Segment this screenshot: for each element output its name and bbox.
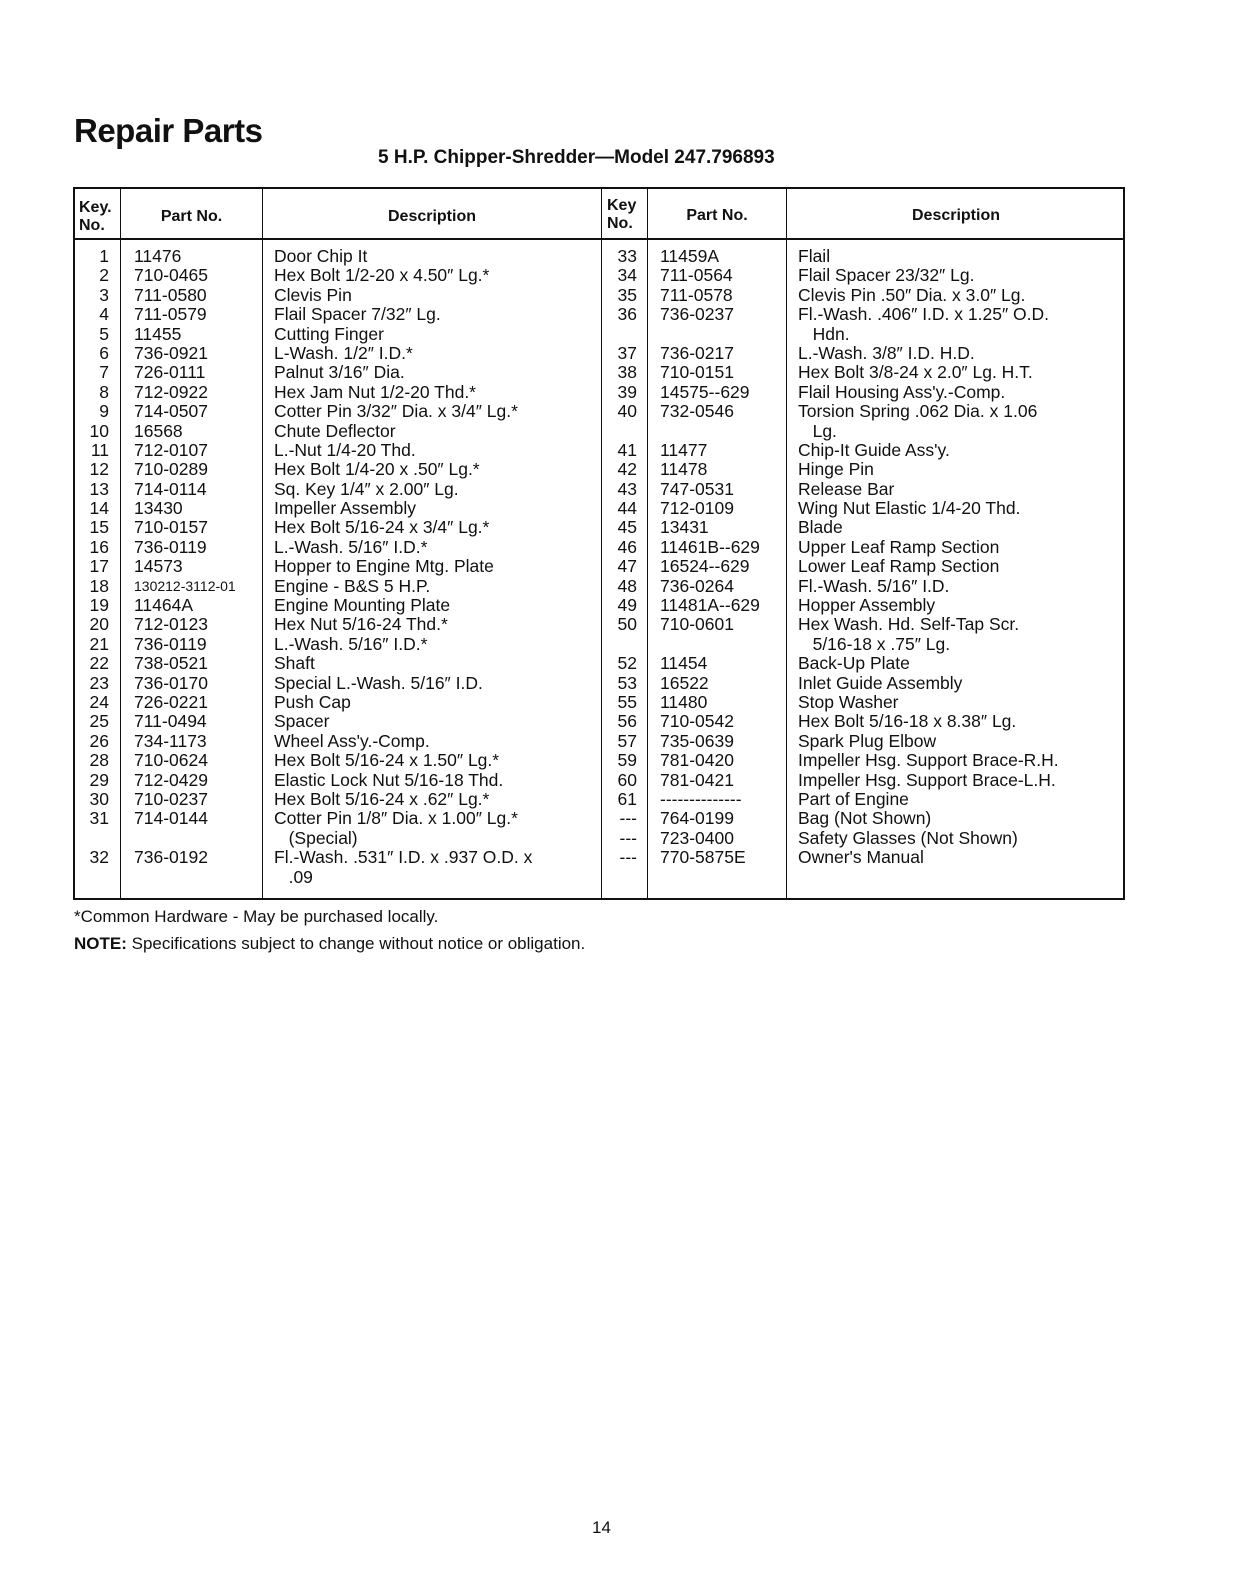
- description-cell: Fl.-Wash. .406″ I.D. x 1.25″ O.D.: [798, 304, 1049, 325]
- part-no-cell: 710-0542: [660, 711, 734, 732]
- part-no-cell: 726-0221: [134, 691, 208, 712]
- description-cell: Engine - B&S 5 H.P.: [274, 575, 431, 596]
- part-no-cell: 130212-3112-01: [134, 577, 236, 594]
- part-no-cell: 710-0601: [660, 614, 734, 635]
- description-cell: L.-Wash. 5/16″ I.D.*: [274, 633, 428, 654]
- part-no-cell: 732-0546: [660, 401, 734, 422]
- page-title: Repair Parts: [74, 112, 263, 149]
- description-cell: Clevis Pin .50″ Dia. x 3.0″ Lg.: [798, 284, 1026, 305]
- header-part-no-left: Part No.: [160, 208, 223, 225]
- key-no-cell: 15: [89, 517, 109, 538]
- description-cell: .09: [274, 866, 313, 887]
- part-no-cell: 14575--629: [660, 381, 750, 402]
- description-cell: Hex Bolt 3/8-24 x 2.0″ Lg. H.T.: [798, 362, 1033, 383]
- description-cell: Upper Leaf Ramp Section: [798, 536, 1000, 557]
- part-no-cell: 712-0922: [134, 381, 208, 402]
- key-no-cell: 48: [617, 575, 637, 596]
- description-cell: Flail Spacer 23/32″ Lg.: [798, 265, 975, 286]
- part-no-cell: 16522: [660, 672, 709, 693]
- part-no-cell: 781-0421: [660, 769, 734, 790]
- key-no-cell: 3: [99, 284, 109, 305]
- key-no-cell: 7: [99, 362, 109, 383]
- header-key-no-right: Key No.: [607, 197, 637, 232]
- description-cell: Hex Bolt 5/16-24 x 3/4″ Lg.*: [274, 517, 490, 538]
- description-cell: Fl.-Wash. .531″ I.D. x .937 O.D. x: [274, 847, 533, 868]
- key-no-cell: 34: [617, 265, 637, 286]
- description-cell: Wheel Ass'y.-Comp.: [274, 730, 430, 751]
- key-no-cell: 50: [617, 614, 637, 635]
- description-cell: Torsion Spring .062 Dia. x 1.06: [798, 401, 1038, 422]
- description-cell: Release Bar: [798, 478, 895, 499]
- part-no-cell: 16524--629: [660, 556, 750, 577]
- key-no-cell: 55: [617, 691, 637, 712]
- header-description-right: Description: [911, 207, 1000, 224]
- description-cell: Lower Leaf Ramp Section: [798, 556, 1000, 577]
- part-no-cell: 710-0237: [134, 788, 208, 809]
- part-no-cell: 738-0521: [134, 653, 208, 674]
- part-no-cell: 736-0119: [134, 536, 207, 557]
- description-cell: Hex Bolt 5/16-18 x 8.38″ Lg.: [798, 711, 1017, 732]
- key-no-cell: 11: [90, 439, 109, 460]
- parts-table: [73, 187, 1125, 900]
- part-no-cell: 781-0420: [660, 750, 734, 771]
- part-no-cell: 714-0507: [134, 401, 208, 422]
- key-no-cell: 18: [89, 575, 109, 596]
- key-no-cell: 32: [89, 847, 109, 868]
- key-no-cell: [601, 635, 637, 654]
- part-no-cell: 11481A--629: [660, 595, 760, 616]
- description-cell: Hex Jam Nut 1/2-20 Thd.*: [274, 381, 476, 402]
- right-part-column: [660, 247, 786, 868]
- part-no-cell: 710-0465: [134, 265, 208, 286]
- part-no-cell: 734-1173: [134, 730, 207, 751]
- part-no-cell: [134, 868, 262, 887]
- key-no-cell: 39: [617, 381, 637, 402]
- part-no-cell: 710-0157: [134, 517, 208, 538]
- part-no-cell: 16568: [134, 420, 183, 441]
- key-no-cell: 35: [617, 284, 637, 305]
- description-cell: Clevis Pin: [274, 284, 352, 305]
- description-cell: Hex Bolt 5/16-24 x .62″ Lg.*: [274, 788, 490, 809]
- key-no-cell: 28: [89, 750, 109, 771]
- key-no-cell: 43: [617, 478, 637, 499]
- column-divider: [120, 189, 121, 898]
- key-no-cell: 12: [89, 459, 109, 480]
- part-no-cell: 714-0144: [134, 808, 208, 829]
- key-no-cell: 61: [617, 788, 637, 809]
- key-no-cell: 4: [99, 304, 109, 325]
- key-no-cell: 41: [617, 439, 637, 460]
- key-no-cell: 8: [99, 381, 109, 402]
- key-no-cell: 5: [99, 323, 109, 344]
- part-no-cell: 770-5875E: [660, 847, 746, 868]
- description-cell: Stop Washer: [798, 691, 899, 712]
- part-no-cell: 736-0217: [660, 342, 734, 363]
- right-key-column: [601, 247, 637, 868]
- part-no-cell: 11464A: [134, 595, 194, 616]
- key-no-cell: [75, 868, 109, 887]
- part-no-cell: 11476: [134, 246, 182, 266]
- key-no-cell: 25: [89, 711, 109, 732]
- description-cell: Special L.-Wash. 5/16″ I.D.: [274, 672, 483, 693]
- part-no-cell: 710-0624: [134, 750, 208, 771]
- description-cell: Hex Bolt 5/16-24 x 1.50″ Lg.*: [274, 750, 500, 771]
- column-divider: [262, 189, 263, 898]
- description-cell: Safety Glasses (Not Shown): [798, 827, 1018, 848]
- description-cell: Shaft: [274, 653, 315, 674]
- specifications-note: [74, 934, 585, 954]
- note-text: Specifications subject to change without notice or obligation.: [126, 934, 586, 953]
- part-no-cell: 711-0494: [134, 711, 207, 732]
- key-no-cell: 42: [617, 459, 637, 480]
- description-cell: Hex Bolt 1/2-20 x 4.50″ Lg.*: [274, 265, 490, 286]
- part-no-cell: 711-0564: [660, 265, 733, 286]
- key-no-cell: 21: [89, 633, 109, 654]
- key-no-cell: 13: [89, 478, 109, 499]
- part-no-cell: 736-0192: [134, 847, 208, 868]
- description-cell: Back-Up Plate: [798, 653, 910, 674]
- key-no-cell: 57: [617, 730, 637, 751]
- description-cell: Spark Plug Elbow: [798, 730, 937, 751]
- key-no-cell: 37: [617, 342, 637, 363]
- key-no-cell: 1: [99, 246, 109, 266]
- part-no-cell: 13431: [660, 517, 709, 538]
- part-no-cell: 11477: [660, 439, 708, 460]
- part-no-cell: 710-0151: [660, 362, 734, 383]
- description-cell: Hex Wash. Hd. Self-Tap Scr.: [798, 614, 1020, 635]
- part-no-cell: [660, 422, 786, 441]
- part-no-cell: 726-0111: [134, 362, 206, 383]
- key-no-cell: 9: [99, 401, 109, 422]
- description-cell: Flail Housing Ass'y.-Comp.: [798, 381, 1006, 402]
- description-cell: Inlet Guide Assembly: [798, 672, 963, 693]
- column-divider: [786, 189, 787, 898]
- key-no-cell: 46: [617, 536, 637, 557]
- part-no-cell: 736-0237: [660, 304, 734, 325]
- part-no-cell: 736-0170: [134, 672, 208, 693]
- key-no-cell: 49: [617, 595, 637, 616]
- description-cell: Impeller Assembly: [274, 498, 416, 519]
- key-no-cell: ---: [619, 847, 637, 868]
- description-cell: Impeller Hsg. Support Brace-L.H.: [798, 769, 1056, 790]
- part-no-cell: 711-0578: [660, 284, 733, 305]
- description-cell: L.-Nut 1/4-20 Thd.: [274, 439, 416, 460]
- description-cell: Hopper to Engine Mtg. Plate: [274, 556, 494, 577]
- part-no-cell: --------------: [660, 788, 742, 809]
- part-no-cell: 11459A: [660, 246, 720, 266]
- key-no-cell: 2: [99, 265, 109, 286]
- description-cell: L.-Wash. 5/16″ I.D.*: [274, 536, 428, 557]
- description-cell: Part of Engine: [798, 788, 909, 809]
- key-no-cell: 22: [89, 653, 109, 674]
- part-no-cell: 736-0119: [134, 633, 207, 654]
- part-no-cell: 764-0199: [660, 808, 734, 829]
- left-key-column: [75, 247, 109, 887]
- description-cell: Hex Nut 5/16-24 Thd.*: [274, 614, 448, 635]
- part-no-cell: 712-0109: [660, 498, 734, 519]
- description-cell: Impeller Hsg. Support Brace-R.H.: [798, 750, 1059, 771]
- left-part-column: [134, 247, 262, 887]
- key-no-cell: 30: [89, 788, 109, 809]
- description-cell: Palnut 3/16″ Dia.: [274, 362, 405, 383]
- key-no-cell: 23: [89, 672, 109, 693]
- key-no-cell: 60: [617, 769, 637, 790]
- key-no-cell: 38: [617, 362, 637, 383]
- key-no-cell: ---: [619, 808, 637, 829]
- key-no-cell: 10: [89, 420, 109, 441]
- note-label: NOTE:: [74, 934, 127, 953]
- key-no-cell: [601, 422, 637, 441]
- part-no-cell: 714-0114: [134, 478, 207, 499]
- description-cell: Flail: [798, 246, 831, 266]
- description-cell: Blade: [798, 517, 843, 538]
- description-cell: Hdn.: [798, 323, 850, 344]
- key-no-cell: 17: [89, 556, 109, 577]
- description-cell: Spacer: [274, 711, 330, 732]
- header-part-no-right: Part No.: [686, 207, 748, 224]
- part-no-cell: 11478: [660, 459, 708, 480]
- description-cell: Owner's Manual: [798, 847, 924, 868]
- part-no-cell: [134, 829, 262, 848]
- part-no-cell: 711-0579: [134, 304, 207, 325]
- part-no-cell: 13430: [134, 498, 183, 519]
- description-cell: Door Chip It: [274, 246, 368, 266]
- part-no-cell: 11461B--629: [660, 536, 760, 557]
- description-cell: L.-Wash. 3/8″ I.D. H.D.: [798, 342, 975, 363]
- key-no-cell: 52: [617, 653, 637, 674]
- description-cell: Elastic Lock Nut 5/16-18 Thd.: [274, 769, 504, 790]
- key-no-cell: 6: [99, 342, 109, 363]
- description-cell: Bag (Not Shown): [798, 808, 932, 829]
- part-no-cell: 735-0639: [660, 730, 734, 751]
- part-no-cell: 710-0289: [134, 459, 208, 480]
- description-cell: Lg.: [798, 420, 837, 441]
- description-cell: Cotter Pin 3/32″ Dia. x 3/4″ Lg.*: [274, 401, 518, 422]
- key-no-cell: 20: [89, 614, 109, 635]
- key-no-cell: 29: [89, 769, 109, 790]
- part-no-cell: 711-0580: [134, 284, 207, 305]
- right-description-column: [798, 247, 1123, 868]
- key-no-cell: 31: [89, 808, 109, 829]
- description-cell: Hinge Pin: [798, 459, 874, 480]
- description-cell: Chip-It Guide Ass'y.: [798, 439, 950, 460]
- description-cell: Engine Mounting Plate: [274, 595, 451, 616]
- header-description-left: Description: [387, 208, 476, 225]
- header-divider: [75, 238, 1123, 240]
- part-no-cell: 11480: [660, 691, 708, 712]
- key-no-cell: [75, 829, 109, 848]
- key-no-cell: [601, 325, 637, 344]
- description-cell: Sq. Key 1/4″ x 2.00″ Lg.: [274, 478, 459, 499]
- description-cell: 5/16-18 x .75″ Lg.: [798, 633, 951, 654]
- key-no-cell: ---: [619, 827, 637, 848]
- key-no-cell: 53: [617, 672, 637, 693]
- description-cell: Wing Nut Elastic 1/4-20 Thd.: [798, 498, 1021, 519]
- part-no-cell: 747-0531: [660, 478, 734, 499]
- common-hardware-note: *Common Hardware - May be purchased locally.: [74, 907, 439, 926]
- key-no-cell: 36: [617, 304, 637, 325]
- description-cell: Cotter Pin 1/8″ Dia. x 1.00″ Lg.*: [274, 808, 518, 829]
- key-no-cell: 33: [617, 246, 637, 266]
- key-no-cell: 59: [617, 750, 637, 771]
- column-divider: [647, 189, 648, 898]
- part-no-cell: [660, 635, 786, 654]
- key-no-cell: 40: [617, 401, 637, 422]
- key-no-cell: 56: [617, 711, 637, 732]
- key-no-cell: 14: [89, 498, 109, 519]
- description-cell: Hex Bolt 1/4-20 x .50″ Lg.*: [274, 459, 480, 480]
- description-cell: Fl.-Wash. 5/16″ I.D.: [798, 575, 950, 596]
- part-no-cell: 712-0123: [134, 614, 208, 635]
- part-no-cell: 723-0400: [660, 827, 734, 848]
- part-no-cell: [660, 325, 786, 344]
- part-no-cell: 14573: [134, 556, 183, 577]
- key-no-cell: 44: [617, 498, 637, 519]
- key-no-cell: 24: [89, 691, 109, 712]
- description-cell: Chute Deflector: [274, 420, 396, 441]
- part-no-cell: 712-0429: [134, 769, 208, 790]
- key-no-cell: 45: [617, 517, 637, 538]
- part-no-cell: 736-0921: [134, 342, 208, 363]
- part-no-cell: 736-0264: [660, 575, 734, 596]
- page-number: 14: [592, 1518, 611, 1537]
- key-no-cell: 19: [89, 595, 109, 616]
- description-cell: L-Wash. 1/2″ I.D.*: [274, 342, 413, 363]
- description-cell: Flail Spacer 7/32″ Lg.: [274, 304, 441, 325]
- part-no-cell: 712-0107: [134, 439, 208, 460]
- description-cell: Push Cap: [274, 691, 351, 712]
- key-no-cell: 26: [89, 730, 109, 751]
- key-no-cell: 47: [617, 556, 637, 577]
- description-cell: Hopper Assembly: [798, 595, 936, 616]
- description-cell: Cutting Finger: [274, 323, 384, 344]
- part-no-cell: 11455: [134, 323, 182, 344]
- part-no-cell: 11454: [660, 653, 708, 674]
- header-key-no-left: Key. No.: [79, 199, 112, 234]
- key-no-cell: 16: [89, 536, 109, 557]
- page-subtitle: 5 H.P. Chipper-Shredder—Model 247.796893: [378, 147, 775, 168]
- left-description-column: [274, 247, 599, 887]
- description-cell: (Special): [274, 827, 358, 848]
